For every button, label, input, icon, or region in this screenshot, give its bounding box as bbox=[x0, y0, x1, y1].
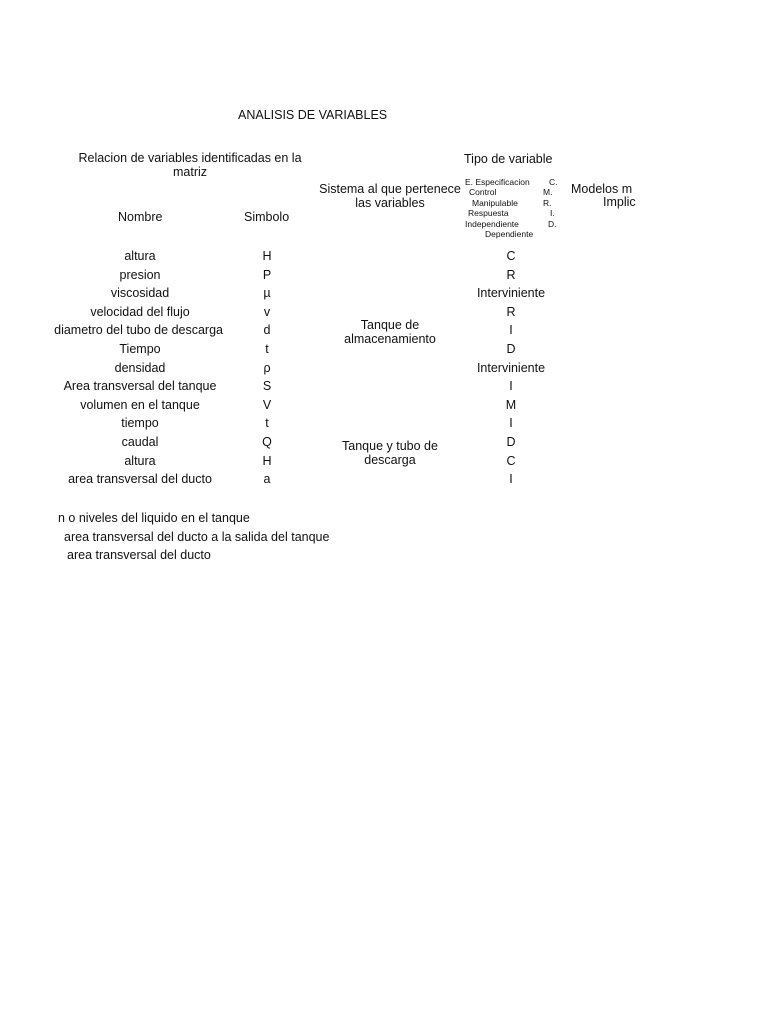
cell-tipo: I bbox=[509, 379, 513, 394]
legend-abbr: C. bbox=[549, 177, 558, 187]
header-tipo: Tipo de variable bbox=[464, 152, 553, 166]
cell-nombre: altura bbox=[124, 249, 156, 263]
header-implic: Implic bbox=[603, 195, 636, 209]
cell-tipo: I bbox=[509, 323, 513, 338]
sistema-tanque-almacenamiento: Tanque de almacenamiento bbox=[344, 318, 436, 346]
cell-tipo: I bbox=[509, 472, 513, 487]
page-title: ANALISIS DE VARIABLES bbox=[238, 108, 388, 122]
cell-tipo: M bbox=[505, 397, 517, 412]
cell-simbolo: S bbox=[262, 379, 272, 394]
legend-item: Control bbox=[469, 187, 497, 197]
header-relacion: Relacion de variables identificadas en la matriz bbox=[78, 151, 302, 179]
cell-simbolo: V bbox=[262, 397, 272, 412]
cell-tipo: D bbox=[506, 342, 516, 356]
legend-abbr: R. bbox=[543, 197, 552, 208]
note-line: area transversal del ducto bbox=[67, 548, 211, 562]
cell-simbolo: H bbox=[262, 249, 272, 263]
cell-simbolo: t bbox=[265, 342, 269, 356]
cell-tipo: R bbox=[506, 267, 516, 282]
cell-tipo: Interviniente bbox=[476, 286, 546, 301]
cell-nombre: Tiempo bbox=[119, 342, 161, 356]
cell-tipo: R bbox=[506, 304, 516, 319]
cell-simbolo: µ bbox=[263, 286, 271, 301]
cell-nombre: densidad bbox=[114, 360, 166, 375]
cell-nombre: volumen en el tanque bbox=[80, 397, 200, 412]
cell-tipo: D bbox=[506, 435, 516, 449]
legend-item: E. Especificacion bbox=[465, 177, 530, 187]
note-line: area transversal del ducto a la salida del tanque bbox=[64, 530, 330, 544]
cell-nombre: caudal bbox=[121, 435, 159, 449]
sistema-tanque-tubo-descarga: Tanque y tubo de descarga bbox=[342, 439, 438, 467]
header-sistema: Sistema al que pertenece las variables bbox=[319, 182, 461, 210]
header-nombre: Nombre bbox=[118, 210, 163, 224]
cell-simbolo: P bbox=[262, 267, 272, 282]
legend-abbr: M. bbox=[543, 187, 553, 197]
header-modelos: Modelos m bbox=[571, 182, 633, 196]
cell-tipo: C bbox=[506, 453, 516, 468]
cell-nombre: presion bbox=[119, 267, 161, 282]
legend-abbr: D. bbox=[548, 218, 557, 229]
cell-simbolo: ρ bbox=[263, 360, 271, 375]
cell-simbolo: a bbox=[263, 472, 271, 487]
cell-simbolo: t bbox=[265, 416, 269, 431]
cell-simbolo: v bbox=[263, 304, 271, 319]
cell-simbolo: Q bbox=[262, 435, 272, 449]
cell-nombre: viscosidad bbox=[110, 286, 170, 301]
cell-tipo: Interviniente bbox=[476, 360, 546, 375]
legend-item: Manipulable bbox=[472, 197, 518, 208]
cell-nombre: Area transversal del tanque bbox=[63, 379, 217, 394]
cell-nombre: velocidad del flujo bbox=[90, 304, 190, 319]
legend-item: Respuesta bbox=[468, 208, 509, 218]
cell-tipo: I bbox=[509, 416, 513, 431]
cell-simbolo: H bbox=[262, 453, 272, 468]
cell-nombre: diametro del tubo de descarga bbox=[54, 323, 223, 338]
cell-nombre: tiempo bbox=[121, 416, 159, 431]
cell-simbolo: d bbox=[263, 323, 271, 338]
cell-tipo: C bbox=[506, 249, 516, 263]
legend-abbr: I. bbox=[550, 208, 555, 218]
legend-item: Independiente bbox=[465, 218, 519, 229]
legend-item: Dependiente bbox=[485, 229, 534, 239]
header-simbolo: Simbolo bbox=[244, 210, 290, 224]
cell-nombre: altura bbox=[124, 453, 156, 468]
cell-nombre: area transversal del ducto bbox=[68, 472, 212, 487]
note-line: n o niveles del liquido en el tanque bbox=[58, 511, 250, 525]
